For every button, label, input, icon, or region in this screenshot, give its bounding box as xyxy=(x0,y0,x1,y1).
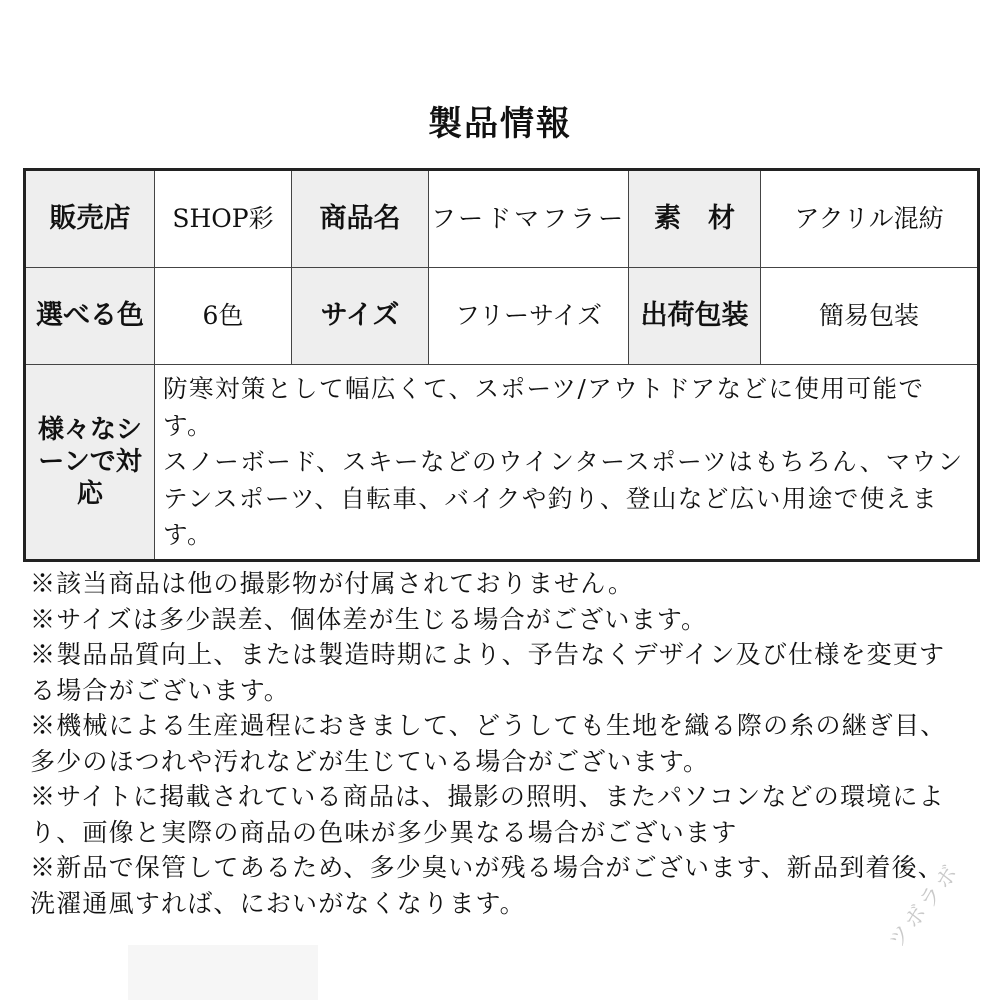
material-label: 素 材 xyxy=(629,170,761,268)
faint-background-block xyxy=(128,945,318,1000)
packaging-value: 簡易包装 xyxy=(761,268,979,365)
note-item: ※サイズは多少誤差、個体差が生じる場合がございます。 xyxy=(30,604,708,634)
table-row xyxy=(25,268,979,365)
size-label: サイズ xyxy=(292,268,429,365)
note-item: ※新品で保管してあるため、多少臭いが残る場合がございます、新品到着後、洗濯通風すれば、においがなくなります。 xyxy=(30,853,945,918)
note-item: ※機械による生産過程におきまして、どうしても生地を織る際の糸の継ぎ目、多少のほつれや汚れなどが生じている場合がございます。 xyxy=(30,711,947,776)
product-name-label: 商品名 xyxy=(292,170,429,268)
color-options-value: 6色 xyxy=(155,268,292,365)
usage-scenes-label: 様々なシーンで対応 xyxy=(25,365,155,561)
note-item: ※サイトに掲載されている商品は、撮影の照明、またパソコンなどの環境により、画像と実際の商品の色味が多少異なる場合がございます xyxy=(30,782,945,847)
note-item: ※該当商品は他の撮影物が付属されておりません。 xyxy=(30,569,635,598)
size-value: フリーサイズ xyxy=(429,268,629,365)
table-row xyxy=(25,170,979,268)
packaging-label: 出荷包装 xyxy=(629,268,761,365)
color-options-label: 選べる色 xyxy=(25,268,155,365)
description-line: スノーボード、スキーなどのウインタースポーツはもちろん、マウンテンスポーツ、自転車、バイクや釣り、登山など広い用途で使えます。 xyxy=(163,447,964,549)
usage-scenes-description xyxy=(155,365,979,561)
product-name-value: フードマフラー xyxy=(429,170,629,268)
product-info-table xyxy=(23,168,980,562)
note-item: ※製品品質向上、または製造時期により、予告なくデザイン及び仕様を変更する場合がございます。 xyxy=(30,640,946,705)
notes-list xyxy=(30,566,970,921)
table-row xyxy=(25,365,979,561)
page-title: 製品情報 xyxy=(428,104,572,144)
seller-value: SHOP彩 xyxy=(155,170,292,268)
description-line: 防寒対策として幅広くて、スポーツ/アウトドアなどに使用可能です。 xyxy=(163,374,925,440)
watermark-text: ツボラボ xyxy=(883,859,966,954)
seller-label: 販売店 xyxy=(25,170,155,268)
material-value: アクリル混紡 xyxy=(761,170,979,268)
